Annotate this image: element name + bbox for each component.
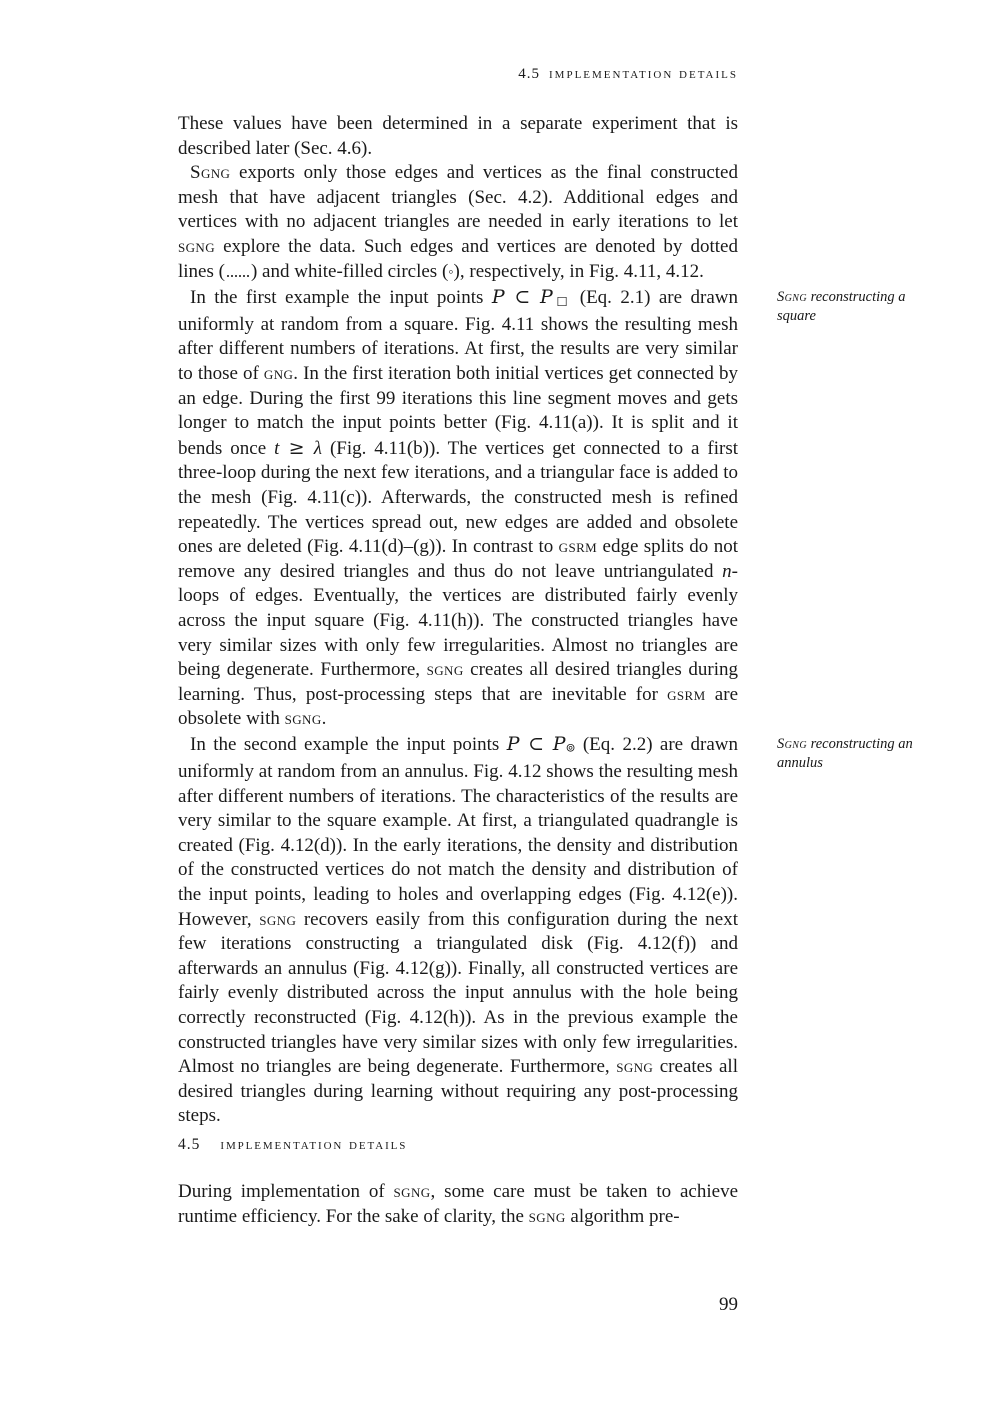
body-text-block <box>178 112 913 1129</box>
paragraph-intro: These values have been determined in a separate experiment that is described later (Sec. 4.6). <box>178 113 738 159</box>
section-heading <box>178 1136 738 1154</box>
section-number: 4.5 <box>178 1136 201 1153</box>
margin-note-square: Sgng reconstructing a square <box>777 288 906 324</box>
paragraph-second-example: In the second example the input points P ⊂ P⊚ (Eq. 2.2) are drawn uniformly at random from an annulus. Fig. 4.12 shows the resulting mesh after different numbers of iterations. The characteristics of the results are very similar to the square example. At first, a triangulated quadrangle is created (Fig. 4.12(d)). In the early iterations, the density and distribution of the constructed vertices do not match the density and distribution of the input points, leading to holes and overlapping edges (Fig. 4.12(e)). However, sgng recovers easily from this configuration during the next few iterations constructing a triangulated disk (Fig. 4.12(f)) and afterwards an annulus (Fig. 4.12(g)). Finally, all constructed vertices are fairly evenly distributed across the input annulus with the hole being correctly reconstructed (Fig. 4.12(h)). As in the previous example the constructed triangles have very similar sizes with only few irregularities. Almost no triangles are being degenerate. Furthermore, sgng creates all desired triangles during learning without requiring any post-processing steps. <box>178 732 739 1127</box>
margin-note-annulus: Sgng reconstructing an annulus <box>777 735 913 771</box>
running-header <box>178 66 738 83</box>
paragraph-with-note-annulus <box>178 732 913 1129</box>
running-header-number: 4.5 <box>518 66 541 82</box>
section-title: implementation details <box>220 1136 408 1153</box>
paragraph-with-note-square <box>178 285 906 732</box>
page-number: 99 <box>719 1294 738 1315</box>
paragraph-implementation: During implementation of sgng, some care must be taken to achieve runtime efficiency. For the sake of clarity, the sgng algorithm pre- <box>178 1181 738 1227</box>
paragraph-exports: Sgng exports only those edges and vertices as the final constructed mesh that have adjacent triangles (Sec. 4.2). Additional edges and vertices with no adjacent triangles are needed in early iterations to let sgng explore the data. Such edges and vertices are denoted by dotted lines ( ) and white-filled circles (◦), respectively, in Fig. 4.11, 4.12. <box>178 162 738 282</box>
section-bottom <box>178 1136 738 1229</box>
paragraph-first-example: In the first example the input points P ⊂ P□ (Eq. 2.1) are drawn uniformly at random from a square. Fig. 4.11 shows the resulting mesh after different numbers of iterations. At first, the results are very similar to those of gng. In the first iteration both initial vertices get connected by an edge. During the first 99 iterations this line segment moves and gets longer to match the input points better (Fig. 4.11(a)). It is split and it bends once t ≥ λ (Fig. 4.11(b)). The vertices get connected to a first three-loop during the next few iterations, and a triangular face is added to the mesh (Fig. 4.11(c)). Afterwards, the constructed mesh is refined repeatedly. The vertices spread out, new edges are added and obsolete ones are deleted (Fig. 4.11(d)–(g)). In contrast to gsrm edge splits do not remove any desired triangles and thus do not leave untriangulated n-loops of edges. Eventually, the vertices are distributed fairly evenly across the input square (Fig. 4.11(h)). The constructed triangles have very similar sizes with only few irregularities. Almost no triangles are being degenerate. Furthermore, sgng creates all desired triangles during learning. Thus, post-processing steps that are inevitable for gsrm are obsolete with sgng. <box>178 285 739 730</box>
running-header-title: implementation details <box>549 66 738 82</box>
